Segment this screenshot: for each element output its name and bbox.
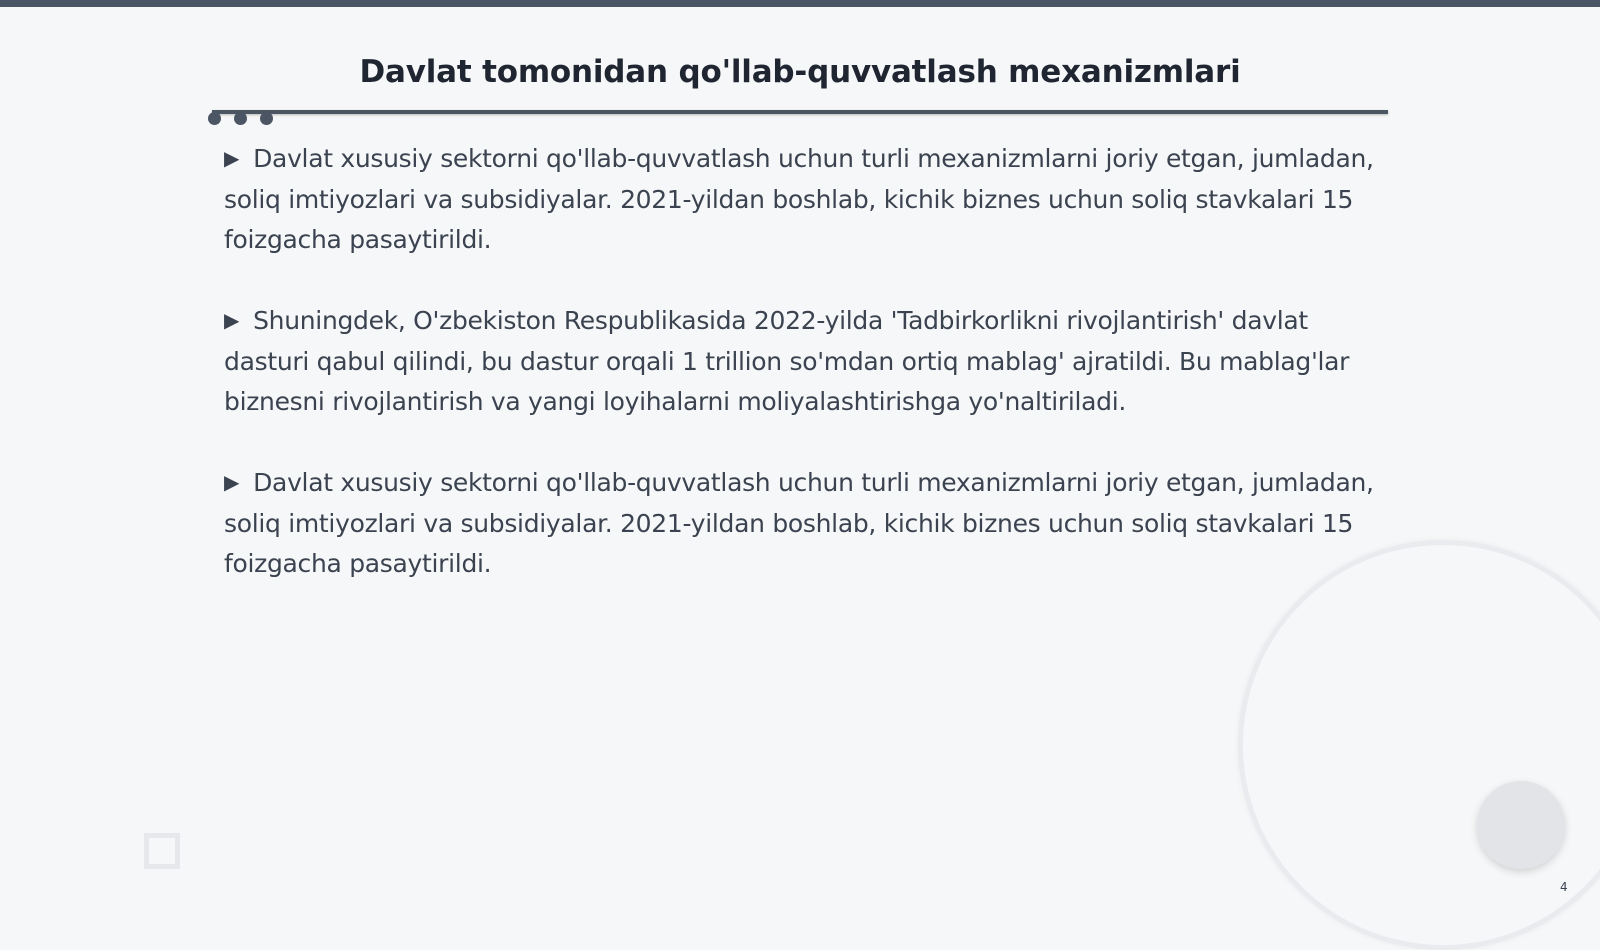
slide-body xyxy=(224,139,1374,625)
slide-title: Davlat tomonidan qo'llab-quvvatlash mexanizmlari xyxy=(359,54,1241,90)
top-accent-bar xyxy=(0,0,1600,7)
decorative-sphere xyxy=(1477,781,1565,869)
divider-dot xyxy=(234,112,247,125)
paragraph-text: Shuningdek, O'zbekiston Respublikasida 2022-yilda 'Tadbirkorlikni rivojlantirish' davlat dasturi qabul qilindi, bu dastur orqali 1 trillion so'mdan ortiq mablag' ajratildi. Bu mablag'lar biznesni rivojlantirish va yangi loyihalarni moliyalashtirishga yo'naltiriladi. xyxy=(224,306,1350,416)
page-number: 4 xyxy=(1560,880,1568,894)
bullet-paragraph xyxy=(224,301,1374,422)
triangle-bullet-icon: ▶ xyxy=(224,308,240,332)
title-divider xyxy=(212,110,1388,114)
bullet-paragraph xyxy=(224,139,1374,260)
divider-dot xyxy=(260,112,273,125)
triangle-bullet-icon: ▶ xyxy=(224,146,240,170)
paragraph-text: Davlat xususiy sektorni qo'llab-quvvatlash uchun turli mexanizmlarni joriy etgan, jumladan, soliq imtiyozlari va subsidiyalar. 2021-yildan boshlab, kichik biznes uchun soliq stavkalari 15 foizgacha pasaytirildi. xyxy=(224,144,1374,254)
bullet-paragraph xyxy=(224,463,1374,584)
paragraph-text: Davlat xususiy sektorni qo'llab-quvvatlash uchun turli mexanizmlarni joriy etgan, jumladan, soliq imtiyozlari va subsidiyalar. 2021-yildan boshlab, kichik biznes uchun soliq stavkalari 15 foizgacha pasaytirildi. xyxy=(224,468,1374,578)
decorative-square xyxy=(144,833,180,869)
divider-dot xyxy=(208,112,221,125)
triangle-bullet-icon: ▶ xyxy=(224,470,240,494)
